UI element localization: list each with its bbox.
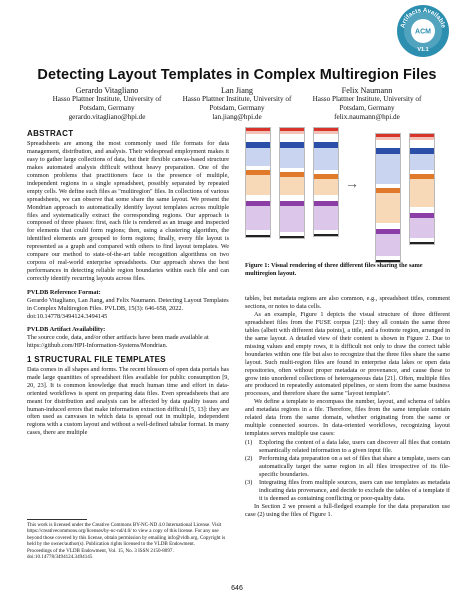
region-band [280, 134, 304, 142]
badge-version: V1.1 [417, 47, 429, 53]
spreadsheet-rendering [375, 133, 401, 263]
author-affiliation: Hasso Plattner Institute, University of [182, 95, 292, 103]
reference-heading: PVLDB Reference Format: [27, 289, 101, 297]
region-band [280, 148, 304, 168]
region-band [314, 134, 338, 142]
author-affiliation: Hasso Plattner Institute, University of [52, 95, 162, 103]
arrow-icon: → [345, 177, 359, 192]
author-block-3 [302, 86, 432, 122]
figure-1 [245, 127, 450, 255]
region-band [246, 148, 270, 166]
author-affiliation: Hasso Plattner Institute, University of [312, 95, 422, 103]
region-band [376, 154, 400, 184]
list-text: Exploring the content of a data lake, users can discover all files that contain semantically related information to a given input file. [259, 439, 450, 455]
list-number: (3) [245, 478, 253, 486]
region-band [246, 175, 270, 195]
spreadsheet-rendering [279, 127, 305, 239]
region-band [376, 234, 400, 256]
right-column [245, 295, 450, 519]
abstract-heading: ABSTRACT [27, 129, 74, 138]
use-case-list [245, 439, 450, 503]
badge-top-text: Artifacts Available [399, 6, 447, 29]
section-heading: 1 STRUCTURAL FILE TEMPLATES [27, 354, 166, 364]
spreadsheet-rendering [245, 127, 271, 238]
region-band [280, 177, 304, 195]
region-band [246, 206, 270, 230]
list-number: (1) [245, 439, 253, 447]
author-email: felix.naumann@hpi.de [334, 113, 400, 121]
region-band [280, 206, 304, 232]
author-email: gerardo.vitagliano@hpi.de [68, 113, 146, 121]
artifacts-available-badge [396, 4, 450, 58]
abstract-text: Spreadsheets are among the most commonly used file formats for data management, distribution, and analysis. Their widespread employment makes it easy to gather large collections of data, but their flexible canvas-based structure makes automated analysis difficult without heavy preparation. One of the common problems that practitioners face is the presence of multiple, independent regions in a single spreadsheet, possibly separated by repeated empty cells. We define such files as "multiregion" files. In collections of various spreadsheets, we can observe that some share the same layout. We present the Mondrian approach to automatically identify layout templates across multiple files and systematically extract the corresponding regions. Our approach is composed of three phases: first, each file is rendered as an image and inspected for elements that could form regions; then, using a clustering algorithm, the identified elements are grouped to form regions; finally, every file layout is represented as a graph and compared with others to find layout templates. We compare our method to state-of-the-art table recognition algorithms on two corpora of real-world enterprise spreadsheets. Our approach shows the best performances in detecting reliable region boundaries within each file and can correctly identify recurring layouts across files. [27, 139, 229, 283]
artifact-text: The source code, data, and/or other artifacts have been made available at https://github.com/HPI-Information-Systems/Mondrian. [27, 333, 209, 349]
region-band [410, 154, 434, 170]
proceedings-doi: doi:10.14778/3494124.3494145 [27, 554, 93, 561]
license-text: This work is licensed under the Creative Commons BY-NC-ND 4.0 International License. Visit https://creativecommons.org/licenses/by-nc-nd/4.0/ to view a copy of this license. For any use beyond those covered by this license, obtain permission by emailing info@vldb.org. Copyright is held by the owner/author(s). Publication rights licensed to the VLDB Endowment. [27, 522, 226, 548]
right-paragraph-2: As an example, Figure 1 depicts the visual structure of three different spreadsheet files from the FUSE corpus [23]: they all contain the same three tables (albeit with different data points), a title, and a footnote region, arranged in the same layout. A detailed view of their content is shown in Figure 2. Due to missing values and empty rows, it is difficult not only to draw the correct table boundaries within one file but also to recognize that the three files share the same layout. Such multi-region files are found in enterprise data lakes or open data repositories, often without proper metadata or provenance, and cause these to grow into unordered collections of heterogeneous data [21]. Often, multiple files are produced in repeatedly automated pipelines, or stem from the same business processes, and therefore share the same "layout template". [245, 310, 450, 398]
list-number: (2) [245, 455, 253, 463]
author-affiliation-line2: Potsdam, Germany [339, 104, 395, 112]
region-band [246, 235, 270, 237]
list-text: Performing data preparation on a set of files that share a template, users can automatically target the same region in all files irrespective of its file-specific boundaries. [259, 455, 450, 478]
author-affiliation-line2: Potsdam, Germany [79, 104, 135, 112]
spreadsheet-rendering [313, 127, 339, 237]
region-band [246, 134, 270, 142]
region-band [280, 236, 304, 238]
author-block-1 [42, 86, 172, 122]
reference-doi: doi:10.14778/3494124.3494145 [27, 312, 108, 320]
region-band [410, 179, 434, 207]
badge-center-text: ACM [415, 28, 431, 36]
right-paragraph-3: We define a template to encompass the number, layout, and schema of tables and metadata regions in a file. Therefore, files from the same template contain related data from the same domain, whether originating from the same or multiple connected sources. In data-oriented workflows, recognizing layout templates serves multiple use cases: [245, 398, 450, 438]
left-column [27, 130, 229, 437]
list-item [245, 439, 450, 455]
figure-caption: Figure 1: Visual rendering of three different files sharing the same multiregion layout. [245, 262, 423, 277]
right-paragraph-4: In Section 2 we present a full-fledged example for the data preparation use case (2) using the files of Figure 1. [245, 502, 450, 518]
footnote-rule [27, 519, 87, 520]
list-item [245, 455, 450, 479]
author-affiliation-line2: Potsdam, Germany [209, 104, 265, 112]
region-band [314, 234, 338, 236]
spreadsheet-rendering [409, 133, 435, 245]
region-band [410, 140, 434, 148]
reference-text: Gerardo Vitagliano, Lan Jiang, and Felix Naumann. Detecting Layout Templates in Complex Multiregion Files. PVLDB, 15(3): 646-658, 2022. [27, 297, 229, 313]
right-paragraph-1: tables, but metadata regions are also common, e.g., spreadsheet titles, comment sections, or notes to data cells. [245, 295, 450, 310]
artifact-heading: PVLDB Artifact Availability: [27, 325, 106, 333]
list-item [245, 479, 450, 503]
region-band [314, 148, 338, 170]
paper-title: Detecting Layout Templates in Complex Multiregion Files [37, 67, 437, 83]
author-block-2 [172, 86, 302, 122]
author-email: lan.jiang@hpi.de [212, 113, 262, 121]
region-band [314, 179, 338, 195]
author-name: Felix Naumann [341, 86, 393, 95]
license-block [27, 522, 229, 560]
page-number: 646 [231, 585, 243, 592]
region-band [410, 242, 434, 244]
author-name: Lan Jiang [220, 86, 254, 95]
region-band [376, 140, 400, 148]
region-band [410, 218, 434, 238]
author-name: Gerardo Vitagliano [75, 86, 139, 95]
region-band [376, 193, 400, 223]
section-text: Data comes in all shapes and forms. The recent blossom of open data portals has made large quantities of spreadsheet files available for public consumption [9, 20, 23]. It is common knowledge that much human time and effort in data-oriented workflows is spent on preparing data files. Even spreadsheets that are meant for distribution and analysis can be affected by data quality issues and human-induced errors that make information extraction difficult [5, 13]: they are often used as canvases in which data is spread out in multiple, independent regions with a custom layout and without a well-defined tabular format. In many cases, there are multiple [27, 365, 229, 437]
list-text: Integrating files from multiple sources, users can use templates as metadata indicating data provenance, and decide to exclude the tables of a template if it is deemed as containing conflicting or poor-quality data. [259, 478, 450, 502]
proceedings-text: Proceedings of the VLDB Endowment, Vol. 15, No. 3 ISSN 2150-8097. [27, 547, 174, 554]
region-band [314, 206, 338, 230]
